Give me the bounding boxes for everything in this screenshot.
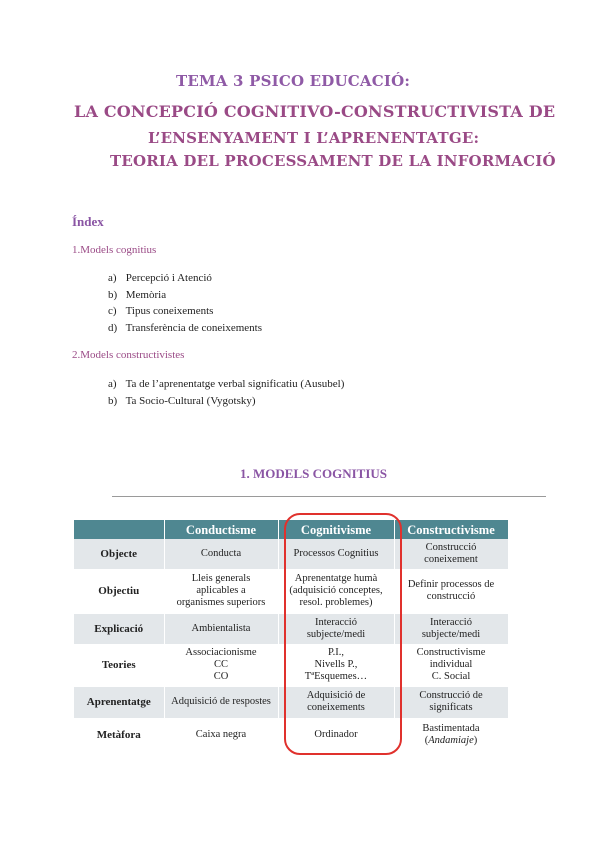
table-cell: Interacció subjecte/medi [278,613,394,644]
table-cell: Construcció coneixement [394,539,508,569]
table-row [74,613,508,644]
row-label: Teories [74,644,164,686]
header-conductisme: Conductisme [164,520,278,539]
heading-divider [112,496,546,497]
list-item [108,303,262,320]
list-item [108,393,344,410]
table-cell: Processos Cognitius [278,539,394,569]
list-item-text: Transferència de coneixements [125,321,262,334]
list-item [108,320,262,337]
andamiaje-italic: Andamiaje [428,734,474,746]
header-cognitivisme: Cognitivisme [278,520,394,539]
header-corner [74,520,164,539]
list-item-text: Memòria [125,288,167,301]
table-cell: Adquisició de coneixements [278,686,394,718]
header-constructivisme: Constructivisme [394,520,508,539]
table-cell: Ordinador [278,718,394,751]
table-cell: Constructivisme individual C. Social [394,644,508,686]
list-marker: a) [108,378,117,390]
index-section-models-constructivistes: 2.Models constructivistes [72,349,185,361]
table-cell: P.I., Nivells P., TªEsquemes… [278,644,394,686]
table-row [74,686,508,718]
table-row [74,644,508,686]
list-marker: c) [108,305,117,317]
list-marker: a) [108,272,117,284]
list-item-text: Percepció i Atenció [125,272,212,284]
list-item-text: Ta de l’aprenentatge verbal significatiu (Ausubel) [125,378,345,390]
table-row [74,539,508,569]
table-cell: Interacció subjecte/medi [394,613,508,644]
index-section-models-cognitius: 1.Models cognitius [72,244,157,256]
table-header-row [74,520,508,539]
list-marker: b) [108,288,118,301]
table-cell: Caixa negra [164,718,278,751]
table-cell: Definir processos de construcció [394,569,508,613]
table-row [74,569,508,613]
row-label: Objectiu [74,569,164,613]
list-item [108,270,262,287]
title-line-2: LA CONCEPCIÓ COGNITIVO-CONSTRUCTIVISTA DE [74,102,556,121]
list-item [108,287,262,304]
index-list-models-cognitius [108,270,262,336]
index-heading: Índex [72,214,104,229]
title-line-3: L’ENSENYAMENT I L’APRENENTATGE: [148,129,480,147]
table-cell: Aprenentatge humà (adquisició conceptes, resol. problemes) [278,569,394,613]
index-list-models-constructivistes [108,376,344,409]
title-line-1: TEMA 3 PSICO EDUCACIÓ: [176,72,411,90]
row-label: Metàfora [74,718,164,751]
list-marker: d) [108,321,118,334]
section-heading-models-cognitius: 1. MODELS COGNITIUS [240,466,387,481]
list-item [108,376,344,393]
table-cell: Bastimentada (Andamiaje) [394,718,508,751]
comparison-table [74,520,509,752]
table-cell: Associacionisme CC CO [164,644,278,686]
list-item-text: Ta Socio-Cultural (Vygotsky) [125,394,256,407]
table-cell: Ambientalista [164,613,278,644]
table-row [74,718,508,751]
list-marker: b) [108,394,118,407]
table-cell: Construcció de significats [394,686,508,718]
row-label: Objecte [74,539,164,569]
row-label: Explicació [74,613,164,644]
table-cell: Adquisició de respostes [164,686,278,718]
list-item-text: Tipus coneixements [125,305,214,317]
row-label: Aprenentatge [74,686,164,718]
title-line-4: TEORIA DEL PROCESSAMENT DE LA INFORMACIÓ [110,152,556,170]
table-cell: Conducta [164,539,278,569]
table-cell: Lleis generals aplicables a organismes superiors [164,569,278,613]
